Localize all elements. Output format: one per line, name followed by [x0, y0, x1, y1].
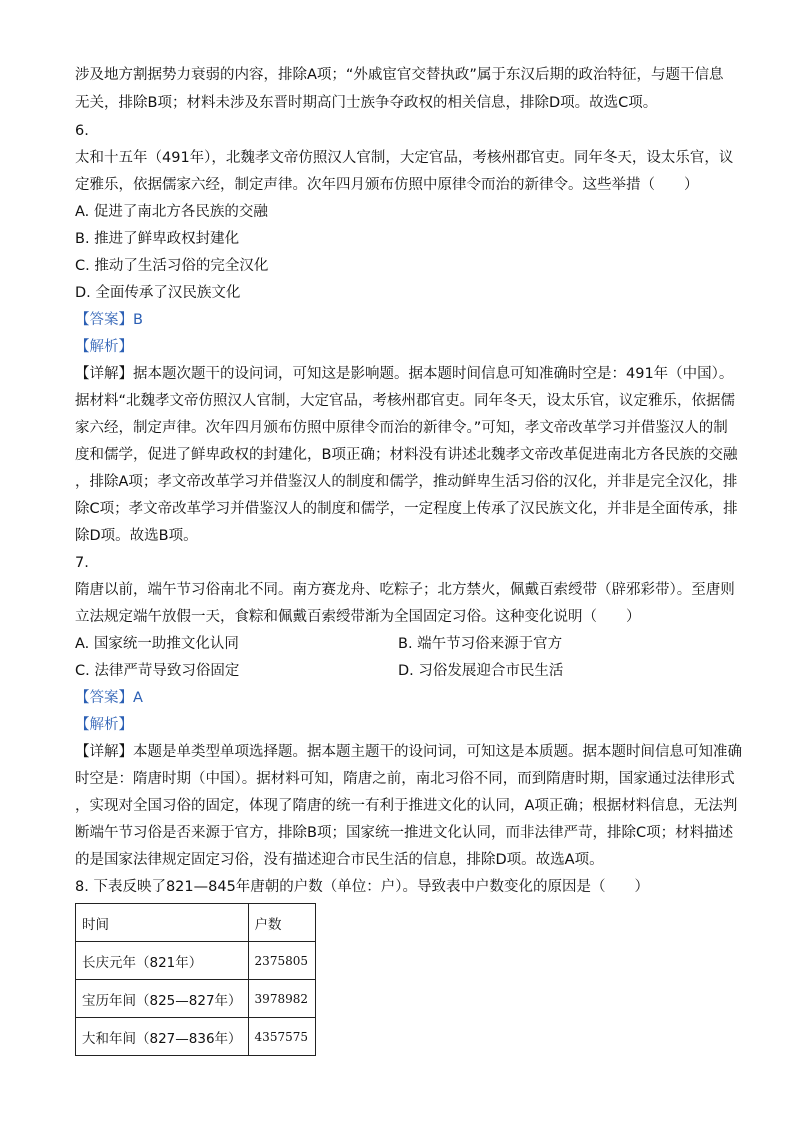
detail-line: 除C项；孝文帝改革学习并借鉴汉人的制度和儒学，一定程度上传承了汉民族文化，并非是全面传承，排: [75, 501, 738, 517]
option-d: D. 习俗发展迎合市民生活: [398, 663, 564, 679]
table-header-cell: 户数: [248, 904, 315, 942]
paragraph-line: 无关，排除B项；材料未涉及东晋时期高门士族争夺政权的相关信息，排除D项。故选C项。: [75, 95, 658, 111]
option-b: B. 端午节习俗来源于官方: [398, 636, 563, 652]
detail-line: 度和儒学，促进了鲜卑政权的封建化，B项正确；材料没有讲述北魏孝文帝改革促进南北方各民族的交融: [75, 447, 738, 463]
detail-line: 除D项。故选B项。: [75, 528, 198, 544]
option-a: A. 促进了南北方各民族的交融: [75, 204, 268, 220]
table-cell: 大和年间（827—836年）: [76, 1018, 249, 1056]
detail-line: 断端午节习俗是否来源于官方，排除B项；国家统一推进文化认同，而非法律严苛，排除C项；材料描述: [75, 825, 734, 841]
analysis-label: 【解析】: [75, 717, 133, 733]
table-cell: 长庆元年（821年）: [76, 942, 249, 980]
table-row: [76, 1018, 316, 1056]
table-header-row: [76, 904, 316, 942]
detail-line: 时空是：隋唐时期（中国）。据材料可知，隋唐之前，南北习俗不同，而到隋唐时期，国家通过法律形式: [75, 771, 735, 787]
detail-line: 【详解】据本题次题干的设问词，可知这是影响题。据本题时间信息可知准确时空是：491年（中国）。: [75, 366, 734, 382]
option-b: B. 推进了鲜卑政权封建化: [75, 231, 240, 247]
analysis-label: 【解析】: [75, 339, 133, 355]
option-c: C. 法律严苛导致习俗固定: [75, 663, 240, 679]
table-row: [76, 980, 316, 1018]
table-cell: 4357575: [248, 1018, 315, 1056]
question-stem: 8. 下表反映了821—845年唐朝的户数（单位：户）。导致表中户数变化的原因是（ ）: [75, 879, 650, 895]
household-table: [75, 903, 316, 1056]
option-a: A. 国家统一助推文化认同: [75, 636, 239, 652]
answer-label: 【答案】B: [75, 312, 143, 328]
detail-line: ，实现对全国习俗的固定，体现了隋唐的统一有利于推进文化的认同，A项正确；根据材料信息，无法判: [75, 798, 738, 814]
option-c: C. 推动了生活习俗的完全汉化: [75, 258, 269, 274]
table-cell: 2375805: [248, 942, 315, 980]
detail-line: 的是国家法律规定固定习俗，没有描述迎合市民生活的信息，排除D项。故选A项。: [75, 852, 604, 868]
question-stem: 立法规定端午放假一天，食粽和佩戴百索绶带渐为全国固定习俗。这种变化说明（ ）: [75, 609, 641, 625]
table-header-cell: 时间: [76, 904, 249, 942]
table-cell: 3978982: [248, 980, 315, 1018]
question-stem: 隋唐以前，端午节习俗南北不同。南方赛龙舟、吃粽子；北方禁火，佩戴百索绶带（辟邪彩带）。至唐则: [75, 582, 735, 598]
question-stem: 定雅乐，依据儒家六经，制定声律。次年四月颁布仿照中原律令而治的新律令。这些举措（ ）: [75, 177, 699, 193]
question-stem: 太和十五年（491年），北魏孝文帝仿照汉人官制，大定官品，考核州郡官吏。同年冬天，设太乐官，议: [75, 150, 734, 166]
table-cell: 宝历年间（825—827年）: [76, 980, 249, 1018]
detail-line: 家六经，制定声律。次年四月颁布仿照中原律令而治的新律令。”可知，孝文帝改革学习并借鉴汉人的制: [75, 420, 728, 436]
question-number: 6.: [75, 123, 89, 139]
answer-label: 【答案】A: [75, 690, 143, 706]
table-row: [76, 942, 316, 980]
detail-line: 【详解】本题是单类型单项选择题。据本题主题干的设问词，可知这是本质题。据本题时间信息可知准确: [75, 744, 742, 760]
detail-line: 据材料“北魏孝文帝仿照汉人官制，大定官品，考核州郡官吏。同年冬天，设太乐官，议定雅乐，依据儒: [75, 393, 736, 409]
paragraph-line: 涉及地方割据势力衰弱的内容，排除A项；“外戚宦官交替执政”属于东汉后期的政治特征，与题干信息: [75, 67, 724, 83]
detail-line: ，排除A项；孝文帝改革学习并借鉴汉人的制度和儒学，推动鲜卑生活习俗的汉化，并非是完全汉化，排: [75, 474, 738, 490]
question-number: 7.: [75, 555, 89, 571]
option-d: D. 全面传承了汉民族文化: [75, 285, 241, 301]
